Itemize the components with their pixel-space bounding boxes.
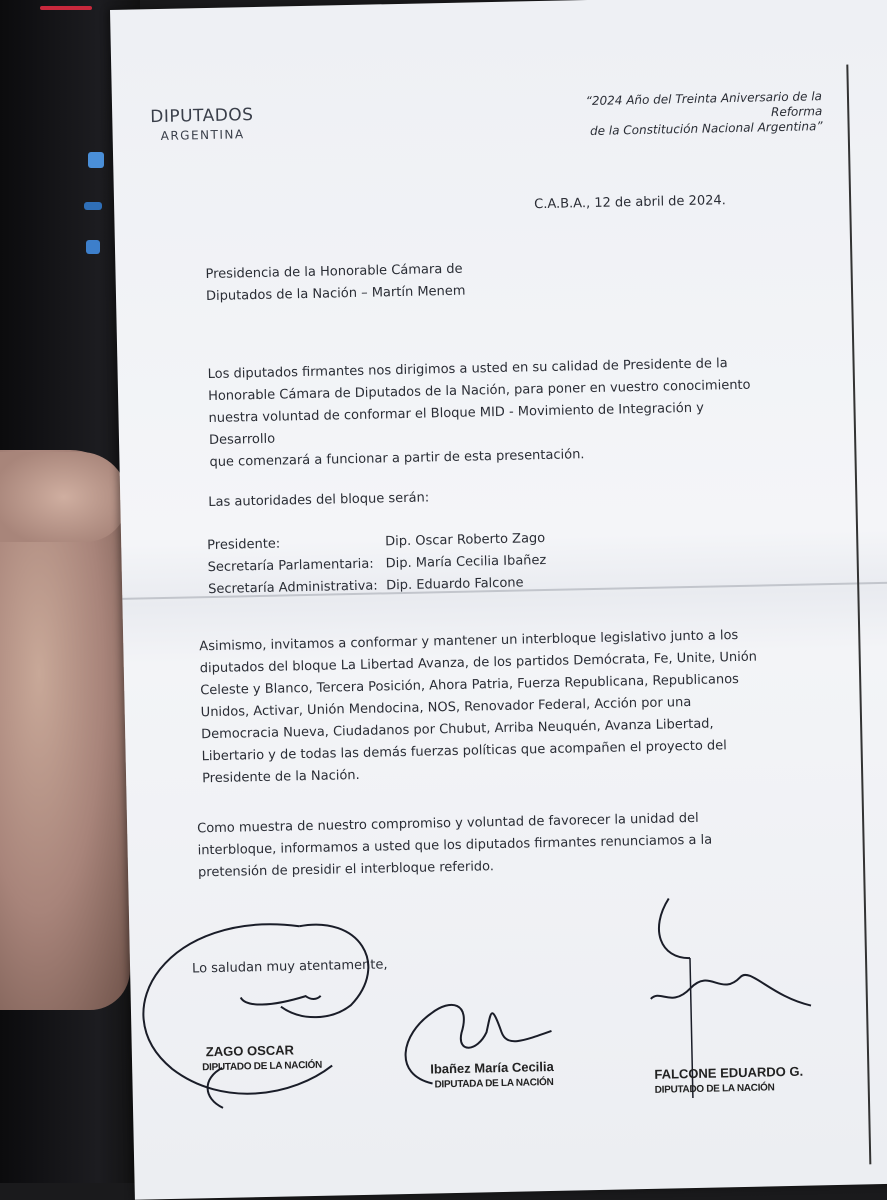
addressee-line: Diputados de la Nación – Martín Menem — [205, 283, 466, 305]
text-line: Unidos, Activar, Unión Mendocina, NOS, Renovador Federal, Acción por una — [200, 694, 692, 721]
motto-line: de la Constitución Nacional Argentina” — [589, 119, 823, 138]
signature-name-ibanez: Ibañez María Cecilia — [430, 1058, 554, 1077]
text-line: Presidente de la Nación. — [201, 767, 360, 787]
signature-scribble-zago — [279, 924, 369, 1018]
text-line: Asimismo, invitamos a conformar y mantener un interbloque legislativo junto a los — [199, 627, 739, 655]
text-line: Libertario y de todas las demás fuerzas políticas que acompañen el proyecto del — [201, 738, 727, 765]
text-line: que comenzará a funcionar a partir de esta presentación. — [209, 447, 585, 471]
signature-title-zago: DIPUTADO DE LA NACIÓN — [202, 1059, 323, 1074]
signature-scribble-zago — [241, 996, 321, 1005]
red-light-strip — [40, 6, 92, 10]
addressee-line: Presidencia de la Honorable Cámara de — [205, 261, 463, 283]
text-line: diputados del bloque La Libertad Avanza, de los partidos Demócrata, Fe, Unite, Unión — [199, 649, 758, 677]
authority-role: Presidente: — [207, 536, 281, 554]
authority-name: Dip. Eduardo Falcone — [385, 575, 524, 594]
motto-line: “2024 Año del Treinta Aniversario de la Reforma — [585, 89, 823, 120]
dashboard-light-icon — [86, 240, 100, 254]
signature-scribbles — [110, 0, 887, 1200]
text-line: nuestra voluntad de conformar el Bloque MID - Movimiento de Integración y Desarrollo — [208, 400, 705, 449]
text-line: interbloque, informamos a usted que los diputados firmantes renunciamos a la — [197, 832, 713, 859]
thumb — [0, 452, 128, 542]
text-line: pretensión de presidir el interbloque referido. — [197, 859, 495, 881]
dashboard-light-icon — [88, 152, 104, 168]
signature-title-falcone: DIPUTADO DE LA NACIÓN — [654, 1082, 775, 1096]
signature-scribble-falcone — [649, 896, 811, 1009]
dashboard-light-icon — [84, 202, 102, 210]
authority-role: Secretaría Parlamentaria: — [207, 556, 374, 576]
greeting: Lo saludan muy atentamente, — [191, 957, 388, 977]
logo-sub-text: ARGENTINA — [160, 127, 245, 143]
text-line: Honorable Cámara de Diputados de la Nación, para poner en vuestro conocimiento — [207, 377, 751, 405]
letter-document — [110, 0, 887, 1200]
letter-date: C.A.B.A., 12 de abril de 2024. — [534, 193, 726, 213]
text-line: Democracia Nueva, Ciudadanos por Chubut, Arriba Neuquén, Avanza Libertad, — [201, 716, 714, 743]
authorities-intro: Las autoridades del bloque serán: — [208, 490, 430, 511]
signature-name-zago: ZAGO OSCAR — [205, 1042, 295, 1060]
logo-main-text: DIPUTADOS — [150, 105, 254, 128]
text-line: Celeste y Blanco, Tercera Posición, Ahora Patria, Fuerza Republicana, Republicanos — [200, 671, 740, 699]
text-line: Como muestra de nuestro compromiso y voluntad de favorecer la unidad del — [197, 810, 699, 837]
text-line: Los diputados firmantes nos dirigimos a usted en su calidad de Presidente de la — [207, 356, 728, 383]
signature-title-ibanez: DIPUTADA DE LA NACIÓN — [434, 1076, 554, 1091]
authority-name: Dip. María Cecilia Ibañez — [385, 552, 547, 572]
signature-name-falcone: FALCONE EDUARDO G. — [654, 1063, 804, 1082]
authority-role: Secretaría Administrativa: — [208, 578, 378, 598]
authority-name: Dip. Oscar Roberto Zago — [385, 531, 546, 550]
